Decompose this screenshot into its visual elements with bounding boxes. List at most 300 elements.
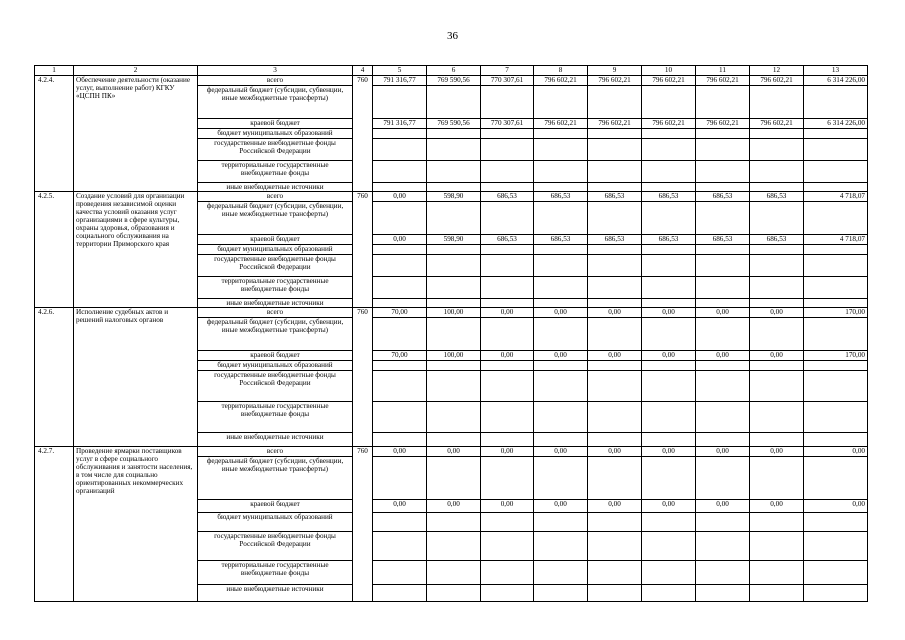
amount-cell	[588, 318, 642, 351]
amount-cell	[481, 202, 534, 235]
amount-cell	[373, 129, 427, 139]
amount-cell: 0,00	[373, 235, 427, 245]
amount-cell: 0,00	[696, 308, 750, 318]
amount-cell	[642, 277, 696, 299]
amount-cell: 0,00	[642, 308, 696, 318]
amount-cell	[750, 318, 804, 351]
amount-cell	[481, 86, 534, 119]
amount-cell	[696, 129, 750, 139]
amount-cell	[696, 202, 750, 235]
amount-cell	[696, 255, 750, 277]
amount-cell: 769 590,56	[427, 76, 481, 86]
item-name: Проведение ярмарки поставщиков услуг в сфере социального обслуживания и занятости населения, в том числе для социально ориентированных некоммерческих организаций	[74, 447, 198, 602]
amount-cell	[750, 513, 804, 532]
amount-cell	[750, 371, 804, 402]
amount-cell	[373, 361, 427, 371]
funding-source: краевой бюджет	[198, 119, 353, 129]
amount-cell: 0,00	[750, 308, 804, 318]
amount-cell	[642, 318, 696, 351]
amount-cell	[481, 245, 534, 255]
amount-cell: 686,53	[642, 192, 696, 202]
funding-source: государственные внебюджетные фонды Российской Федерации	[198, 139, 353, 161]
amount-cell	[481, 457, 534, 500]
amount-cell	[588, 513, 642, 532]
amount-cell	[804, 245, 868, 255]
amount-cell	[534, 371, 588, 402]
amount-cell: 4 718,07	[804, 235, 868, 245]
amount-cell	[373, 532, 427, 561]
amount-cell	[804, 255, 868, 277]
amount-cell: 796 602,21	[696, 119, 750, 129]
header-cell: 4	[353, 66, 373, 76]
amount-cell	[642, 561, 696, 585]
amount-cell	[534, 402, 588, 433]
amount-cell	[642, 361, 696, 371]
amount-cell	[534, 202, 588, 235]
amount-cell: 796 602,21	[696, 76, 750, 86]
amount-cell: 791 316,77	[373, 76, 427, 86]
amount-cell	[481, 561, 534, 585]
amount-cell	[642, 532, 696, 561]
item-name: Обеспечение деятельности (оказание услуг, выполнение работ) КГКУ «ЦСПН ПК»	[74, 76, 198, 192]
amount-cell	[373, 561, 427, 585]
amount-cell	[804, 513, 868, 532]
amount-cell: 0,00	[750, 351, 804, 361]
funding-source: краевой бюджет	[198, 351, 353, 361]
amount-cell: 0,00	[481, 351, 534, 361]
header-cell: 10	[642, 66, 696, 76]
table-row	[35, 192, 868, 202]
amount-cell	[804, 402, 868, 433]
amount-cell	[696, 371, 750, 402]
amount-cell	[696, 299, 750, 308]
amount-cell	[804, 161, 868, 183]
amount-cell: 0,00	[588, 447, 642, 457]
amount-cell	[642, 402, 696, 433]
amount-cell: 100,00	[427, 308, 481, 318]
header-cell: 13	[804, 66, 868, 76]
amount-cell: 0,00	[588, 308, 642, 318]
amount-cell	[427, 532, 481, 561]
amount-cell	[588, 371, 642, 402]
header-cell: 2	[74, 66, 198, 76]
amount-cell: 686,53	[642, 235, 696, 245]
amount-cell: 791 316,77	[373, 119, 427, 129]
amount-cell	[804, 139, 868, 161]
amount-cell	[481, 139, 534, 161]
amount-cell	[588, 361, 642, 371]
funding-source: всего	[198, 76, 353, 86]
amount-cell	[481, 585, 534, 602]
amount-cell: 70,00	[373, 308, 427, 318]
funding-source: федеральный бюджет (субсидии, субвенции, иные межбюджетные трансферты)	[198, 202, 353, 235]
amount-cell: 0,00	[427, 447, 481, 457]
amount-cell	[588, 245, 642, 255]
amount-cell	[373, 299, 427, 308]
funding-source: государственные внебюджетные фонды Российской Федерации	[198, 255, 353, 277]
amount-cell	[427, 161, 481, 183]
amount-cell	[373, 402, 427, 433]
amount-cell	[427, 513, 481, 532]
amount-cell: 686,53	[750, 235, 804, 245]
amount-cell	[642, 255, 696, 277]
amount-cell	[481, 255, 534, 277]
amount-cell	[696, 245, 750, 255]
amount-cell: 0,00	[804, 447, 868, 457]
amount-cell	[534, 318, 588, 351]
amount-cell	[804, 318, 868, 351]
amount-cell	[750, 245, 804, 255]
amount-cell: 0,00	[642, 351, 696, 361]
amount-cell	[481, 402, 534, 433]
amount-cell	[481, 277, 534, 299]
amount-cell	[642, 371, 696, 402]
header-cell: 1	[35, 66, 74, 76]
amount-cell	[481, 433, 534, 447]
amount-cell	[373, 245, 427, 255]
amount-cell: 0,00	[642, 500, 696, 513]
amount-cell: 686,53	[481, 235, 534, 245]
amount-cell	[588, 561, 642, 585]
amount-cell	[534, 277, 588, 299]
amount-cell	[534, 255, 588, 277]
amount-cell	[750, 139, 804, 161]
amount-cell	[534, 161, 588, 183]
amount-cell: 769 590,56	[427, 119, 481, 129]
amount-cell	[642, 299, 696, 308]
amount-cell	[481, 161, 534, 183]
funding-source: всего	[198, 308, 353, 318]
amount-cell	[804, 561, 868, 585]
amount-cell	[642, 129, 696, 139]
amount-cell	[427, 318, 481, 351]
amount-cell	[534, 433, 588, 447]
amount-cell	[750, 361, 804, 371]
header-cell: 6	[427, 66, 481, 76]
amount-cell	[696, 183, 750, 192]
header-cell: 9	[588, 66, 642, 76]
funding-source: территориальные государственные внебюджетные фонды	[198, 277, 353, 299]
amount-cell	[750, 561, 804, 585]
amount-cell	[427, 457, 481, 500]
table-row	[35, 308, 868, 318]
amount-cell	[750, 255, 804, 277]
amount-cell	[373, 457, 427, 500]
amount-cell: 686,53	[750, 192, 804, 202]
amount-cell: 686,53	[481, 192, 534, 202]
amount-cell	[696, 433, 750, 447]
amount-cell	[427, 129, 481, 139]
amount-cell: 0,00	[427, 500, 481, 513]
amount-cell	[534, 561, 588, 585]
header-cell: 11	[696, 66, 750, 76]
amount-cell	[804, 202, 868, 235]
amount-cell: 686,53	[534, 192, 588, 202]
amount-cell	[534, 513, 588, 532]
amount-cell: 796 602,21	[588, 76, 642, 86]
funding-source: территориальные государственные внебюджетные фонды	[198, 561, 353, 585]
amount-cell	[373, 433, 427, 447]
amount-cell: 796 602,21	[642, 76, 696, 86]
amount-cell: 0,00	[588, 351, 642, 361]
amount-cell	[427, 139, 481, 161]
amount-cell: 598,90	[427, 192, 481, 202]
funding-source: краевой бюджет	[198, 235, 353, 245]
amount-cell: 0,00	[481, 308, 534, 318]
amount-cell: 0,00	[373, 447, 427, 457]
item-code: 4.2.7.	[35, 447, 74, 602]
amount-cell	[427, 183, 481, 192]
item-code: 4.2.5.	[35, 192, 74, 308]
header-cell: 5	[373, 66, 427, 76]
funding-source: территориальные государственные внебюджетные фонды	[198, 402, 353, 433]
column-4-value: 760	[353, 76, 373, 192]
funding-source: бюджет муниципальных образований	[198, 361, 353, 371]
header-cell: 3	[198, 66, 353, 76]
amount-cell: 170,00	[804, 308, 868, 318]
amount-cell	[696, 457, 750, 500]
amount-cell	[588, 402, 642, 433]
amount-cell	[696, 402, 750, 433]
amount-cell: 70,00	[373, 351, 427, 361]
amount-cell: 6 314 226,00	[804, 119, 868, 129]
amount-cell	[588, 139, 642, 161]
amount-cell: 0,00	[642, 447, 696, 457]
amount-cell	[427, 86, 481, 119]
funding-source: бюджет муниципальных образований	[198, 245, 353, 255]
amount-cell	[427, 361, 481, 371]
header-row	[35, 66, 868, 76]
amount-cell	[750, 585, 804, 602]
header-cell: 7	[481, 66, 534, 76]
amount-cell	[588, 457, 642, 500]
amount-cell: 0,00	[534, 308, 588, 318]
amount-cell	[750, 129, 804, 139]
amount-cell: 0,00	[481, 500, 534, 513]
amount-cell	[481, 371, 534, 402]
column-4-value: 760	[353, 308, 373, 447]
amount-cell	[481, 532, 534, 561]
funding-source: государственные внебюджетные фонды Российской Федерации	[198, 371, 353, 402]
amount-cell: 100,00	[427, 351, 481, 361]
amount-cell: 796 602,21	[588, 119, 642, 129]
amount-cell	[427, 402, 481, 433]
amount-cell	[534, 361, 588, 371]
amount-cell	[696, 585, 750, 602]
item-code: 4.2.6.	[35, 308, 74, 447]
amount-cell	[481, 183, 534, 192]
funding-source: иные внебюджетные источники	[198, 299, 353, 308]
amount-cell	[588, 161, 642, 183]
table-row	[35, 447, 868, 457]
header-cell: 12	[750, 66, 804, 76]
amount-cell	[642, 245, 696, 255]
amount-cell	[373, 585, 427, 602]
funding-source: бюджет муниципальных образований	[198, 513, 353, 532]
amount-cell: 686,53	[696, 235, 750, 245]
amount-cell: 598,90	[427, 235, 481, 245]
amount-cell	[804, 532, 868, 561]
amount-cell	[588, 299, 642, 308]
amount-cell	[750, 86, 804, 119]
amount-cell	[373, 161, 427, 183]
funding-source: всего	[198, 192, 353, 202]
funding-source: федеральный бюджет (субсидии, субвенции, иные межбюджетные трансферты)	[198, 318, 353, 351]
amount-cell	[373, 513, 427, 532]
amount-cell	[427, 561, 481, 585]
amount-cell	[804, 457, 868, 500]
amount-cell: 4 718,07	[804, 192, 868, 202]
amount-cell: 686,53	[534, 235, 588, 245]
amount-cell	[588, 277, 642, 299]
amount-cell	[804, 86, 868, 119]
funding-source: иные внебюджетные источники	[198, 585, 353, 602]
amount-cell: 170,00	[804, 351, 868, 361]
funding-source: федеральный бюджет (субсидии, субвенции, иные межбюджетные трансферты)	[198, 86, 353, 119]
amount-cell	[427, 202, 481, 235]
amount-cell	[804, 371, 868, 402]
amount-cell: 0,00	[534, 351, 588, 361]
amount-cell	[534, 585, 588, 602]
funding-source: государственные внебюджетные фонды Российской Федерации	[198, 532, 353, 561]
amount-cell	[696, 361, 750, 371]
amount-cell	[373, 202, 427, 235]
amount-cell	[750, 433, 804, 447]
amount-cell	[750, 532, 804, 561]
amount-cell	[534, 183, 588, 192]
amount-cell: 686,53	[588, 192, 642, 202]
amount-cell	[588, 202, 642, 235]
amount-cell: 0,00	[750, 500, 804, 513]
amount-cell	[750, 457, 804, 500]
funding-source: краевой бюджет	[198, 500, 353, 513]
funding-source: бюджет муниципальных образований	[198, 129, 353, 139]
amount-cell: 0,00	[696, 500, 750, 513]
amount-cell: 0,00	[373, 500, 427, 513]
amount-cell: 0,00	[534, 447, 588, 457]
item-code: 4.2.4.	[35, 76, 74, 192]
amount-cell	[642, 513, 696, 532]
amount-cell	[696, 318, 750, 351]
amount-cell	[750, 277, 804, 299]
amount-cell	[804, 277, 868, 299]
funding-source: иные внебюджетные источники	[198, 433, 353, 447]
amount-cell: 796 602,21	[750, 76, 804, 86]
amount-cell	[373, 183, 427, 192]
amount-cell	[427, 433, 481, 447]
amount-cell	[696, 532, 750, 561]
funding-source: федеральный бюджет (субсидии, субвенции, иные межбюджетные трансферты)	[198, 457, 353, 500]
header-cell: 8	[534, 66, 588, 76]
amount-cell	[427, 277, 481, 299]
amount-cell	[373, 86, 427, 119]
amount-cell: 0,00	[481, 447, 534, 457]
amount-cell	[696, 277, 750, 299]
amount-cell: 796 602,21	[534, 119, 588, 129]
amount-cell	[696, 561, 750, 585]
amount-cell	[642, 433, 696, 447]
amount-cell: 0,00	[696, 351, 750, 361]
amount-cell	[750, 202, 804, 235]
amount-cell	[642, 457, 696, 500]
amount-cell: 796 602,21	[534, 76, 588, 86]
amount-cell	[642, 86, 696, 119]
amount-cell	[750, 183, 804, 192]
amount-cell: 0,00	[588, 500, 642, 513]
column-4-value: 760	[353, 192, 373, 308]
amount-cell	[642, 183, 696, 192]
table-body	[35, 66, 868, 602]
amount-cell	[588, 433, 642, 447]
amount-cell	[588, 86, 642, 119]
amount-cell: 0,00	[534, 500, 588, 513]
funding-source: территориальные государственные внебюджетные фонды	[198, 161, 353, 183]
amount-cell	[642, 161, 696, 183]
amount-cell	[588, 585, 642, 602]
amount-cell	[427, 255, 481, 277]
amount-cell	[534, 245, 588, 255]
funding-table	[34, 65, 868, 602]
amount-cell	[427, 299, 481, 308]
funding-source: всего	[198, 447, 353, 457]
amount-cell	[373, 255, 427, 277]
amount-cell: 770 307,61	[481, 119, 534, 129]
amount-cell	[588, 183, 642, 192]
amount-cell	[750, 299, 804, 308]
amount-cell	[534, 299, 588, 308]
amount-cell	[804, 299, 868, 308]
table-row	[35, 76, 868, 86]
amount-cell	[373, 318, 427, 351]
amount-cell	[373, 371, 427, 402]
amount-cell	[534, 139, 588, 161]
amount-cell	[534, 129, 588, 139]
amount-cell	[642, 585, 696, 602]
amount-cell	[804, 585, 868, 602]
amount-cell: 0,00	[696, 447, 750, 457]
amount-cell	[481, 361, 534, 371]
amount-cell	[481, 299, 534, 308]
column-4-value: 760	[353, 447, 373, 602]
amount-cell	[534, 532, 588, 561]
amount-cell: 0,00	[373, 192, 427, 202]
amount-cell	[642, 139, 696, 161]
amount-cell: 686,53	[588, 235, 642, 245]
amount-cell	[750, 402, 804, 433]
amount-cell	[750, 161, 804, 183]
amount-cell	[588, 532, 642, 561]
amount-cell: 770 307,61	[481, 76, 534, 86]
amount-cell	[588, 129, 642, 139]
amount-cell: 796 602,21	[750, 119, 804, 129]
amount-cell	[588, 255, 642, 277]
amount-cell	[481, 129, 534, 139]
amount-cell	[804, 361, 868, 371]
page-number: 36	[447, 30, 458, 42]
amount-cell	[534, 457, 588, 500]
amount-cell	[481, 513, 534, 532]
amount-cell	[427, 585, 481, 602]
amount-cell	[696, 139, 750, 161]
item-name: Создание условий для организации проведения независимой оценки качества условий оказания услуг организациями в сфере культуры, охраны здоровья, образования и социального обслуживания на территории Приморского края	[74, 192, 198, 308]
amount-cell: 796 602,21	[642, 119, 696, 129]
amount-cell	[427, 245, 481, 255]
amount-cell	[804, 433, 868, 447]
amount-cell: 6 314 226,00	[804, 76, 868, 86]
amount-cell	[373, 277, 427, 299]
funding-source: иные внебюджетные источники	[198, 183, 353, 192]
amount-cell	[696, 86, 750, 119]
